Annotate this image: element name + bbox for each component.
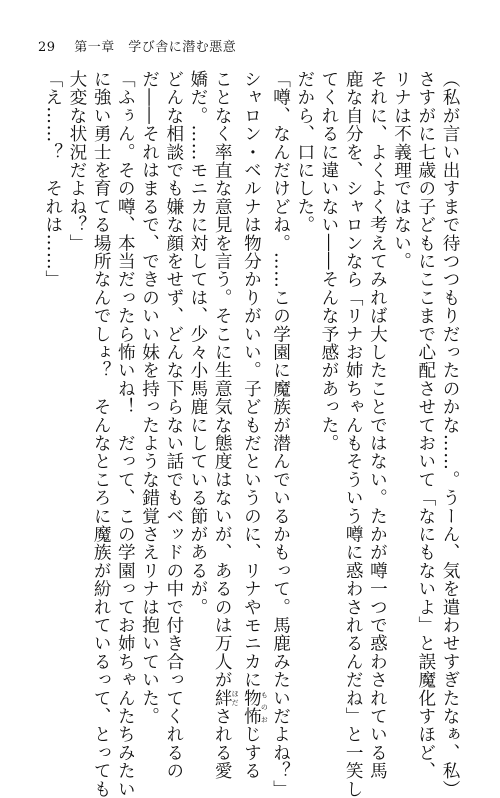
text-line: どんな相談でも嫌な顔をせず、どんな下らない話でもベッドの中で付き合ってくれるの [163, 70, 184, 780]
running-header [38, 36, 236, 55]
chapter-title: 第一章 学び舎に潜む悪意 [74, 40, 237, 55]
text-line: 鹿な自分を、シャロンなら「リナお姉ちゃんもそういう噂に惑わされるんだね」と一笑し [343, 70, 364, 798]
furigana: 絆 ほだ [212, 688, 240, 708]
vertical-text-body [32, 70, 462, 798]
text-line: だから、口にした。 [294, 70, 315, 234]
text-line: てくれるに違いない――そんな予感があった。 [318, 70, 339, 453]
furigana: 物怖 ものお [241, 688, 269, 726]
text-line: 「え……？ それは……」 [42, 70, 63, 289]
text-line: さすがに七歳の子どもにここまで心配させておいて「なにもないよ」と誤魔化すほど、 [415, 70, 436, 780]
text-line: シャロン・ベルナは物分かりがいい。子どもだというのに、リナやモニカに物怖 ものおじする [241, 70, 269, 780]
text-line: リナは不義理ではない。 [391, 70, 412, 271]
text-line: だ――それはまるで、できのいい妹を持ったような錯覚さえリナは抱いていた。 [139, 70, 160, 726]
page-number: 29 [38, 40, 56, 55]
text-line: 大変な状況だよね？」 [66, 70, 87, 252]
text-line: ことなく率直な意見を言う。そこに生意気な態度はないが、あるのは万人が絆 ほだされる愛 [212, 70, 240, 780]
text-line: に強い勇士を育てる場所なんでしょ？ そんなところに魔族が紛れているって、とっても [91, 70, 112, 798]
text-line: それに、よくよく考えてみれば大したことではない。たかが噂一つで惑わされている馬 [367, 70, 388, 780]
text-line: 嬌だ。……モニカに対しては、少々小馬鹿にしている節があるが。 [187, 70, 208, 616]
text-line: （私が言い出すまで待つつもりだったのかな……。うーん、気を遣わせすぎたなぁ、私） [440, 70, 460, 798]
text-line: 「ふぅん。その噂、本当だったら怖いね！ だって、この学園ってお姉ちゃんたちみたい [115, 70, 136, 798]
text-line: 「噂、なんだけどね。……この学園に魔族が潜んでいるかもって。馬鹿みたいだよね？」 [270, 70, 291, 798]
